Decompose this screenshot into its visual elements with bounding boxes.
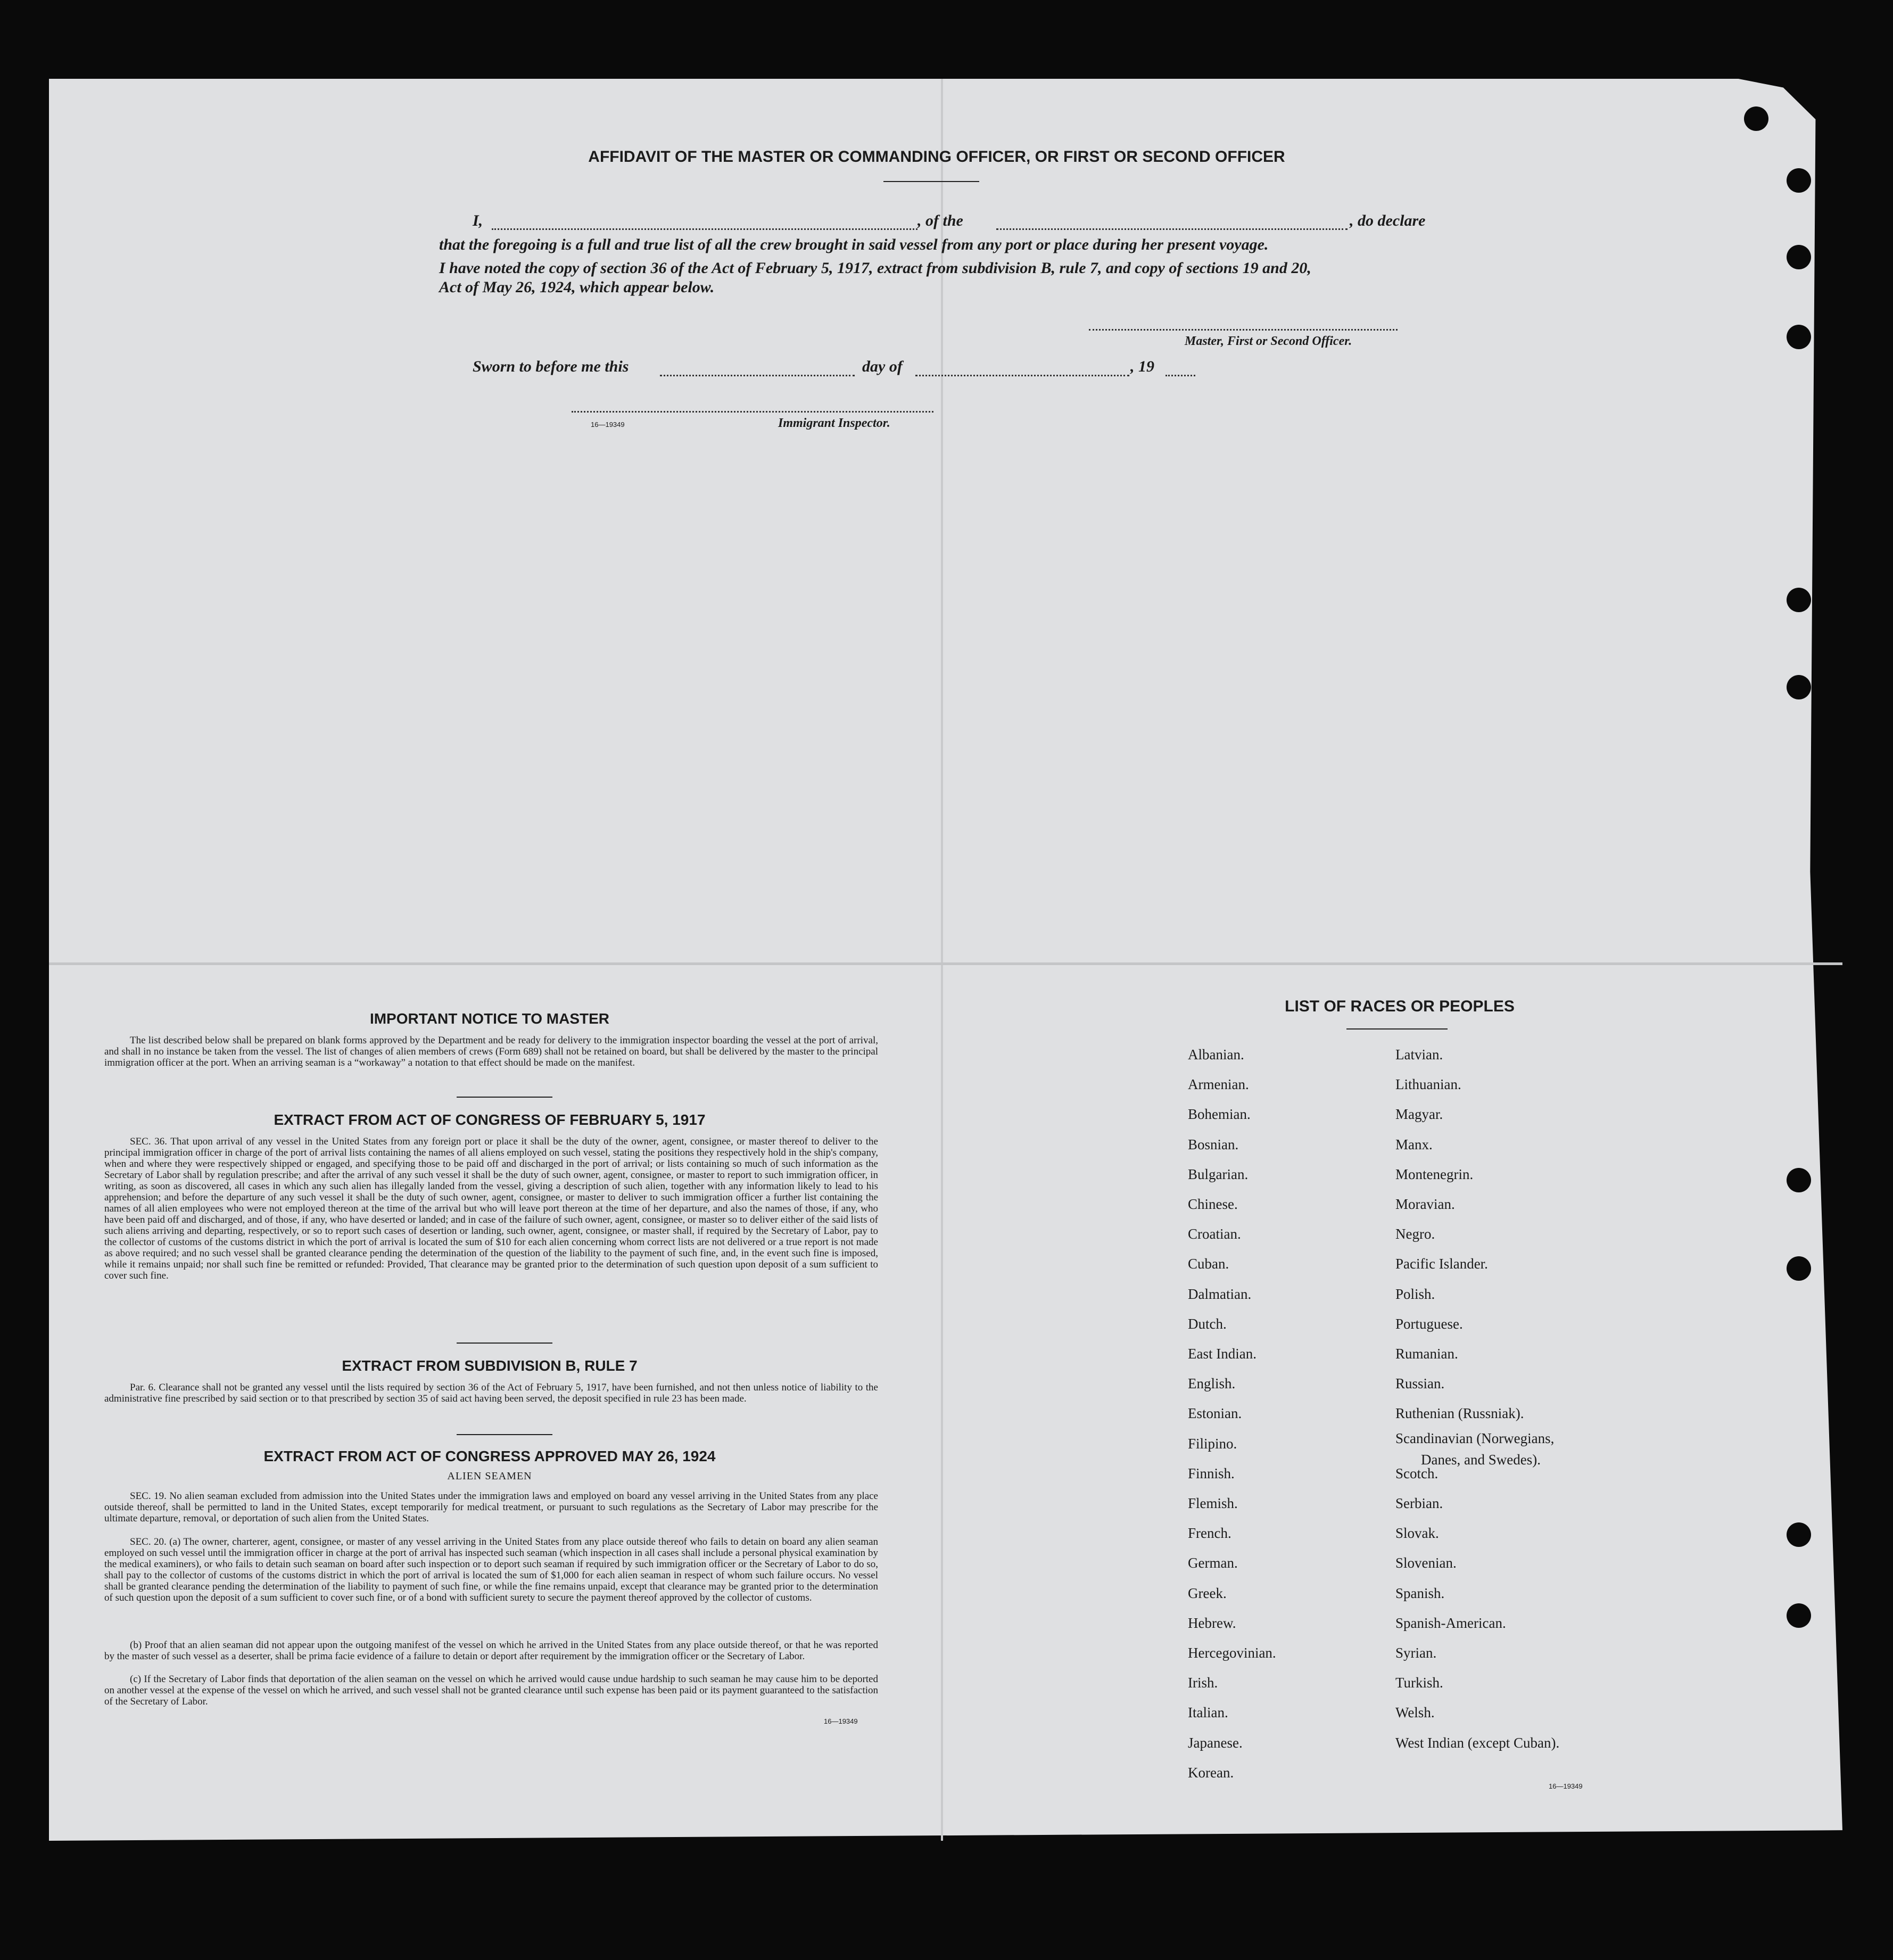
form-number: 16—19349	[591, 421, 625, 429]
notice-title: IMPORTANT NOTICE TO MASTER	[369, 1010, 610, 1027]
race-item-right: Negro.	[1395, 1226, 1435, 1242]
race-item-left: Korean.	[1188, 1764, 1234, 1781]
race-item-right: Serbian.	[1395, 1495, 1443, 1511]
alien-seamen-subtitle: ALIEN SEAMEN	[447, 1470, 532, 1482]
race-item-right: Ruthenian (Russniak).	[1395, 1405, 1524, 1422]
extract-rule7-text: Par. 6. Clearance shall not be granted any vessel until the lists required by section 36 of the Act of February 5, 1917, have been furnished, and not then unless notice of liability to the administrative fine prescribed by said section or to that prescribed by section 35 of said act having been served, the deposit specified in rule 23 has been made.	[104, 1382, 878, 1404]
race-item-left: Chinese.	[1188, 1196, 1238, 1212]
sworn-month-field[interactable]	[915, 362, 1129, 376]
race-item-right: Lithuanian.	[1395, 1076, 1461, 1093]
race-item-left: Albanian.	[1188, 1047, 1244, 1063]
race-item-left: Filipino.	[1188, 1435, 1237, 1452]
race-item-left: English.	[1188, 1376, 1236, 1392]
race-item-right: Spanish-American.	[1395, 1615, 1506, 1631]
sworn-day-field[interactable]	[660, 362, 855, 376]
affidavit-i-label: I,	[473, 212, 483, 229]
master-signature-field[interactable]	[1089, 316, 1398, 331]
title-rule	[883, 181, 979, 182]
race-item-left: Hercegovinian.	[1188, 1645, 1276, 1661]
do-declare-label: , do declare	[1350, 212, 1426, 229]
day-of-label: day of	[862, 358, 903, 375]
race-item-left: Italian.	[1188, 1704, 1228, 1721]
affidavit-line-2: that the foregoing is a full and true list of all the crew brought in said vessel from any port or place during her present voyage.	[439, 236, 1269, 253]
race-item-left: Japanese.	[1188, 1734, 1243, 1751]
sec-20a-text: SEC. 20. (a) The owner, charterer, agent, consignee, or master of any vessel arriving in the United States from any place outside thereof who fails to detain on board any alien seaman employed on such vessel until the immigration officer in charge at the port of arrival has inspected such seaman (which inspection in all cases shall include a personal physical examination by the medical examiners), or who fails to detain such seaman on board after such inspection or to deport such seaman if required by such immigration officer or the Secretary of Labor to do so, shall pay to the collector of customs of the customs district in which the port of arrival is located the sum of $1,000 for each alien seaman in respect of whom such failure occurs. No vessel shall be granted clearance pending the determination of the liability to payment of such fine, or while the fine remains unpaid, except that clearance may be granted prior to the determination of such question upon the deposit of a sum sufficient to cover such fine, or of a bond with sufficient surety to secure the payment thereof approved by the collector of customs.	[104, 1536, 878, 1603]
affidavit-line-3: I have noted the copy of section 36 of the Act of February 5, 1917, extract from subdivision B, rule 7, and copy of sections 19 and 20,	[439, 259, 1311, 277]
race-item-right: Polish.	[1395, 1286, 1435, 1302]
binder-hole-icon	[1787, 588, 1811, 612]
horizontal-fold-line	[49, 962, 1842, 965]
race-item-right: Pacific Islander.	[1395, 1256, 1488, 1272]
race-item-right: Slovenian.	[1395, 1555, 1457, 1571]
race-item-right: Scandinavian (Norwegians,	[1395, 1430, 1555, 1446]
race-item-left: Croatian.	[1188, 1226, 1241, 1242]
section-rule	[457, 1343, 552, 1344]
race-item-right: Latvian.	[1395, 1047, 1443, 1063]
binder-hole-icon	[1744, 106, 1768, 131]
race-item-right: Welsh.	[1395, 1704, 1435, 1721]
race-item-left: Greek.	[1188, 1585, 1227, 1601]
race-item-right: Danes, and Swedes).	[1421, 1451, 1541, 1468]
race-item-left: East Indian.	[1188, 1346, 1257, 1362]
inspector-label: Immigrant Inspector.	[778, 416, 890, 430]
binder-hole-icon	[1787, 1603, 1811, 1628]
sec-20b-text: (b) Proof that an alien seaman did not appear upon the outgoing manifest of the vessel on which he arrived in the United States from any place outside thereof, or that he was reported by the master of such vessel as a deserter, shall be prima facie evidence of a failure to detain or deport after requirement by the immigration officer or the Secretary of Labor.	[104, 1640, 878, 1662]
sworn-year-field[interactable]	[1165, 362, 1195, 376]
race-item-right: Russian.	[1395, 1376, 1445, 1392]
master-signature-label: Master, First or Second Officer.	[1185, 334, 1352, 348]
race-item-right: Slovak.	[1395, 1525, 1439, 1542]
binder-hole-icon	[1787, 245, 1811, 269]
of-the-label: , of the	[917, 212, 963, 229]
extract-rule7-title: EXTRACT FROM SUBDIVISION B, RULE 7	[342, 1357, 638, 1374]
race-item-left: Dutch.	[1188, 1315, 1227, 1332]
form-number: 16—19349	[824, 1717, 858, 1725]
binder-hole-icon	[1787, 675, 1811, 699]
race-item-right: Spanish.	[1395, 1585, 1445, 1601]
section-rule	[457, 1434, 552, 1435]
race-item-left: Flemish.	[1188, 1495, 1238, 1511]
sworn-label: Sworn to before me this	[473, 358, 629, 375]
extract-1917-title: EXTRACT FROM ACT OF CONGRESS OF FEBRUARY 5, 1917	[274, 1111, 706, 1128]
race-item-right: Montenegrin.	[1395, 1166, 1474, 1182]
affidavit-line-4: Act of May 26, 1924, which appear below.	[439, 278, 715, 296]
year-label: , 19	[1130, 358, 1154, 375]
race-item-left: Dalmatian.	[1188, 1286, 1252, 1302]
race-item-right: Turkish.	[1395, 1675, 1443, 1691]
vessel-field[interactable]	[996, 216, 1348, 230]
race-item-right: Moravian.	[1395, 1196, 1455, 1212]
race-item-left: German.	[1188, 1555, 1238, 1571]
race-item-left: Irish.	[1188, 1675, 1218, 1691]
sec-19-text: SEC. 19. No alien seaman excluded from admission into the United States under the immigration laws and employed on board any vessel arriving in the United States from any place outside thereof, shall be permitted to land in the United States, except temporarily for medical treatment, or pursuant to such regulations as the Secretary of Labor may prescribe for the ultimate departure, removal, or deportation of such alien from the United States.	[104, 1490, 878, 1524]
race-item-left: Cuban.	[1188, 1256, 1229, 1272]
extract-1924-title: EXTRACT FROM ACT OF CONGRESS APPROVED MAY 26, 1924	[263, 1448, 716, 1464]
race-item-left: Bohemian.	[1188, 1106, 1251, 1123]
form-number: 16—19349	[1549, 1782, 1583, 1790]
affidavit-title: AFFIDAVIT OF THE MASTER OR COMMANDING OFFICER, OR FIRST OR SECOND OFFICER	[588, 148, 1285, 166]
binder-hole-icon	[1787, 325, 1811, 349]
races-title: LIST OF RACES OR PEOPLES	[1285, 998, 1515, 1015]
binder-hole-icon	[1787, 1522, 1811, 1547]
race-item-left: French.	[1188, 1525, 1231, 1542]
notice-text: The list described below shall be prepared on blank forms approved by the Department and be ready for delivery to the immigration inspector boarding the vessel at the port of arrival, and shall in no instance be taken from the vessel. The list of changes of alien members of crews (Form 689) shall not be retained on board, but shall be delivered by the master to the principal immigration officer at the port. When an arriving seaman is a “workaway” a notation to that effect should be made on the manifest.	[104, 1035, 878, 1068]
binder-hole-icon	[1787, 1168, 1811, 1192]
race-item-left: Bulgarian.	[1188, 1166, 1249, 1182]
race-item-left: Finnish.	[1188, 1465, 1235, 1481]
races-title-rule	[1346, 1028, 1448, 1030]
race-item-left: Bosnian.	[1188, 1136, 1239, 1152]
race-item-right: Magyar.	[1395, 1106, 1443, 1123]
race-item-left: Armenian.	[1188, 1076, 1249, 1093]
sec-20c-text: (c) If the Secretary of Labor finds that deportation of the alien seaman on the vessel on which he arrived would cause undue hardship to such seaman he may cause him to be deported on another vessel at the expense of the vessel on which he arrived, and such vessel shall not be granted clearance until such expense has been paid or its payment guaranteed to the satisfaction of the Secretary of Labor.	[104, 1674, 878, 1707]
race-item-right: Rumanian.	[1395, 1346, 1458, 1362]
race-item-right: Scotch.	[1395, 1465, 1439, 1481]
race-item-right: West Indian (except Cuban).	[1395, 1734, 1560, 1751]
section-rule	[457, 1097, 552, 1098]
binder-hole-icon	[1787, 168, 1811, 193]
vertical-fold-line	[941, 79, 943, 1841]
binder-hole-icon	[1787, 1256, 1811, 1281]
race-item-right: Portuguese.	[1395, 1315, 1463, 1332]
name-field[interactable]	[492, 216, 917, 230]
extract-1917-text: SEC. 36. That upon arrival of any vessel in the United States from any foreign port or place it shall be the duty of the owner, agent, consignee, or master thereof to deliver to the principal immigration officer in charge of the port of arrival lists containing the names of all aliens employed on such vessel, stating the positions they respectively hold in the ship's company, when and where they were respectively shipped or engaged, and specifying those to be paid off and discharged in the port of arrival; or lists containing so much of such information as the Secretary of Labor shall by regulation prescribe; and after the arrival of any such vessel it shall be the duty of such owner, agent, consignee, or master to report to such immigration officer, in writing, as soon as discovered, all cases in which any such alien has illegally landed from the vessel, giving a description of such alien, together with any information likely to lead to his apprehension; and before the departure of any such vessel it shall be the duty of such owner, agent, consignee, or master to deliver to such immigration officer a further list containing the names of all alien employees who were not employed thereon at the time of the arrival but who will leave port thereon at the time of her departure, and also the names of those, if any, who have been paid off and discharged, and of those, if any, who have deserted or landed; and in case of the failure of such owner, agent, consignee, or master so to deliver either of the said lists of such aliens arriving and departing, respectively, or so to report such cases of desertion or landing, such owner, agent, consignee, or master shall, if required by the Secretary of Labor, pay to the collector of customs of the customs district in which the port of arrival is located the sum of $10 for each alien concerning whom correct lists are not delivered or a true report is not made as above required; and no such vessel shall be granted clearance pending the determination of the question of the liability to the payment of such fine, and, in the event such fine is imposed, while it remains unpaid; nor shall such fine be remitted or refunded: Provided, That clearance may be granted prior to the determination of such question upon deposit of a sum sufficient to cover such fine.	[104, 1136, 878, 1281]
race-item-left: Hebrew.	[1188, 1615, 1236, 1631]
inspector-signature-field[interactable]	[572, 400, 933, 413]
race-item-left: Estonian.	[1188, 1405, 1242, 1422]
race-item-right: Syrian.	[1395, 1645, 1437, 1661]
race-item-right: Manx.	[1395, 1136, 1433, 1152]
